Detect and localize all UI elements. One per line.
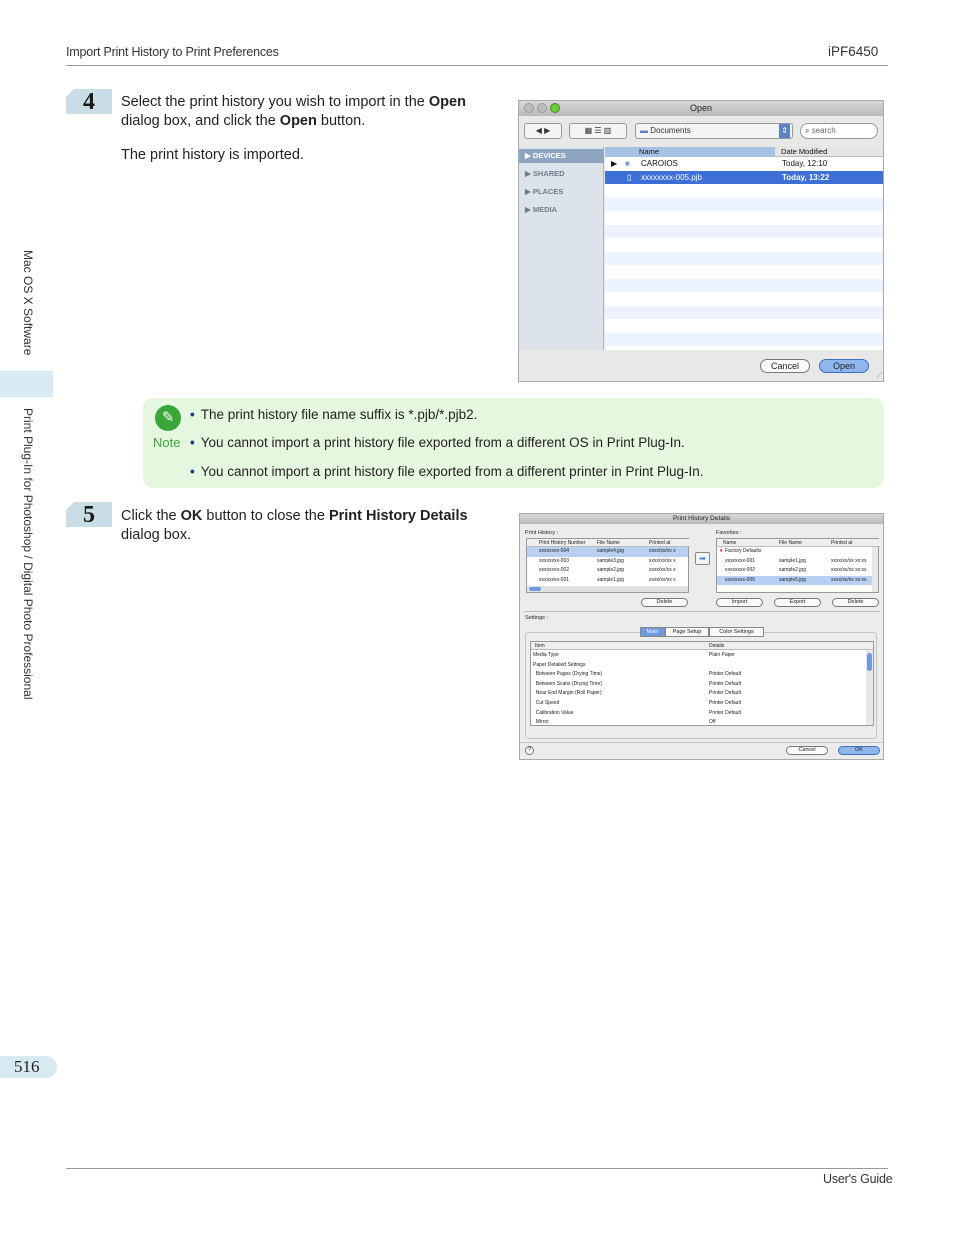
cell: Printer Default [709, 700, 741, 706]
settings-row [531, 670, 867, 680]
folder-icon: ▬ [640, 126, 648, 135]
cell: sample3.jpg [597, 557, 624, 564]
cell: sample4.jpg [597, 548, 624, 554]
side-chapter-label: Print Plug-In for Photoshop / Digital Photo Professional [21, 408, 35, 700]
history-table-header [527, 539, 690, 547]
favorites-row-selected[interactable] [717, 576, 872, 586]
step-number-5: 5 [66, 502, 112, 527]
sidebar-item-media[interactable]: ▶ MEDIA [525, 205, 558, 214]
divider [524, 611, 880, 612]
close-light-icon[interactable] [524, 103, 534, 113]
document-icon: ▯ [627, 172, 632, 182]
header-rule [66, 65, 888, 66]
step4-open-bold: Open [428, 94, 466, 110]
note-item [190, 464, 704, 479]
cell: xxxxxxxx-001 [725, 557, 756, 564]
export-button[interactable]: Export [774, 598, 821, 607]
settings-table [530, 641, 874, 726]
cell: Factory Defaults [725, 548, 762, 554]
open-button[interactable]: Open [819, 359, 869, 373]
cell: Off [709, 719, 716, 726]
bullet-icon: • [190, 435, 195, 450]
sidebar-item-devices[interactable]: ▶ DEVICES [519, 149, 604, 163]
cell: Cut Speed [533, 700, 560, 706]
tab-main[interactable]: Main [640, 627, 665, 637]
side-section-tab [0, 371, 53, 397]
step5-text-3: dialog box. [121, 527, 192, 543]
cell: xxxx/xx/xx x [649, 567, 676, 574]
sidebar-item-shared[interactable]: ▶ SHARED [525, 169, 565, 178]
delete-history-button[interactable]: Delete [641, 598, 688, 607]
step4-text-3: button. [316, 113, 366, 129]
file-list-header [605, 147, 884, 157]
column-name-header[interactable]: Name [605, 147, 775, 157]
print-history-details-screenshot [519, 513, 884, 760]
window-controls [524, 103, 563, 118]
step5-dialog-name-bold: Print History Details [328, 508, 468, 524]
note-item [190, 435, 685, 450]
search-field[interactable] [800, 123, 878, 139]
file-row-date: Today, 12:10 [782, 159, 828, 168]
star-icon: ★ [719, 548, 724, 554]
favorites-row[interactable] [717, 566, 872, 576]
cell: Printer Default [709, 709, 741, 716]
cell: sample2.jpg [597, 567, 624, 574]
open-dialog-screenshot [518, 100, 884, 382]
cell: xxxx/xx/xx xx:xx [831, 557, 867, 564]
cell: Between Scans (Drying Time) [533, 680, 602, 687]
open-dialog-titlebar [519, 101, 883, 116]
cell: sample1.jpg [779, 557, 806, 564]
open-dialog-sidebar [519, 147, 604, 350]
footer-rule [66, 1168, 888, 1169]
sidebar-item-label: MEDIA [532, 205, 558, 214]
cell: Between Pages (Drying Time) [533, 671, 603, 678]
settings-label: Settings : [525, 615, 548, 621]
cancel-button[interactable]: Cancel [786, 746, 828, 755]
folder-icon: ■ [625, 159, 630, 168]
step4-text-2: dialog box, and click the [121, 113, 280, 129]
favorites-label: Favorites : [716, 530, 742, 536]
settings-table-header [531, 642, 874, 650]
cell: xxxxxxxx-004 [539, 548, 570, 554]
cell: Calibration Value [533, 709, 574, 716]
step4-text-1: Select the print history you wish to import in the [121, 94, 429, 110]
file-row-selected[interactable] [605, 171, 884, 185]
back-forward-buttons[interactable]: ◀ ▶ [524, 123, 562, 139]
favorites-table-header [717, 539, 880, 547]
search-icon: ⌕ [805, 126, 810, 135]
location-popup[interactable] [635, 123, 793, 139]
file-row-name: xxxxxxxx-005.pjb [641, 172, 702, 182]
col-header[interactable]: Item [535, 643, 545, 649]
footer-guide-name: User's Guide [823, 1172, 893, 1186]
history-row[interactable] [527, 557, 688, 567]
history-row[interactable] [527, 547, 688, 557]
step-number-4: 4 [66, 89, 112, 114]
empty-row [605, 225, 884, 239]
step5-text-2: button to close the [202, 508, 329, 524]
cell: Printer Default [709, 690, 741, 697]
cell: xxxx/xx/xx xx:xx [831, 576, 867, 583]
add-to-favorites-arrow-icon[interactable]: ➡ [695, 552, 710, 565]
note-item [190, 407, 477, 422]
resize-grip-icon[interactable]: ⟋ [876, 371, 882, 380]
history-row[interactable] [527, 566, 688, 576]
tab-page-setup[interactable]: Page Setup [665, 627, 709, 637]
cell: xxxx/xx/xx x [649, 576, 676, 583]
cell: Media Type [533, 652, 559, 658]
empty-row [605, 252, 884, 266]
page-number: 516 [0, 1056, 57, 1078]
history-table [526, 538, 689, 593]
view-mode-buttons[interactable]: ▦ ☰ ▥ [569, 123, 627, 139]
step4-instruction [121, 93, 501, 131]
settings-row [531, 709, 867, 719]
popup-arrows-icon: ⇕ [779, 124, 790, 138]
cell: Printer Default [709, 680, 741, 687]
cell: Plain Paper [709, 652, 735, 658]
ok-button[interactable]: OK [838, 746, 880, 755]
minimize-light-icon[interactable] [537, 103, 547, 113]
col-header[interactable]: Printed at [831, 540, 853, 546]
pencil-note-icon: ✎ [155, 405, 181, 431]
history-scrollbar[interactable] [527, 586, 688, 592]
running-header-title: Import Print History to Print Preferences [66, 45, 279, 59]
step4-result: The print history is imported. [121, 147, 304, 163]
file-list [605, 147, 884, 350]
empty-row [605, 198, 884, 212]
help-icon[interactable]: ? [525, 746, 534, 755]
cell: xxxxxxxx-002 [539, 567, 570, 574]
settings-row [531, 680, 867, 690]
sidebar-item-label: PLACES [532, 187, 564, 196]
settings-row [531, 699, 867, 709]
disclosure-triangle-icon[interactable]: ▶ [611, 159, 618, 168]
model-name: iPF6450 [828, 44, 879, 59]
col-header[interactable]: File Name [779, 540, 802, 546]
sidebar-item-places[interactable]: ▶ PLACES [525, 187, 564, 196]
col-header[interactable]: Printed at [649, 540, 671, 546]
cell: Printer Default [709, 671, 741, 678]
side-section-label: Mac OS X Software [21, 250, 35, 356]
scroll-thumb[interactable] [867, 653, 872, 671]
note-label: Note [153, 435, 181, 450]
col-header[interactable]: Print History Number [539, 540, 586, 546]
file-row-date: Today, 13:22 [782, 172, 830, 182]
favorites-row[interactable] [717, 547, 872, 557]
open-dialog-title: Open [689, 103, 713, 113]
note-item-text: You cannot import a print history file exported from a different printer in Print Plug-In. [200, 464, 704, 479]
step5-text-1: Click the [121, 508, 181, 524]
settings-scrollbar[interactable] [866, 650, 873, 726]
settings-row [531, 718, 867, 726]
cell: sample1.jpg [597, 576, 624, 583]
file-row-name: CAROIOS [641, 159, 678, 168]
cell: sample2.jpg [779, 567, 806, 574]
step5-ok-bold: OK [180, 508, 203, 524]
cancel-button[interactable]: Cancel [760, 359, 810, 373]
sidebar-item-label: SHARED [532, 169, 565, 178]
settings-row [531, 689, 867, 699]
search-placeholder: search [811, 126, 836, 135]
step5-instruction [121, 507, 506, 545]
favorites-row[interactable] [717, 557, 872, 567]
col-header[interactable]: File Name [597, 540, 620, 546]
col-header[interactable]: Name [723, 540, 737, 546]
location-label: Documents [650, 126, 691, 135]
cell: xxxxxxxx-002 [725, 567, 756, 574]
delete-favorite-button[interactable]: Delete [832, 598, 879, 607]
empty-row [605, 306, 884, 320]
col-header[interactable]: Details [709, 643, 725, 649]
cell: xxxx/xx/xx xx:xx [831, 567, 867, 574]
import-button[interactable]: Import [716, 598, 763, 607]
cell: Near End Margin (Roll Paper) [533, 690, 602, 697]
column-date-header[interactable]: Date Modified [781, 147, 828, 156]
cell: xxxxxxxx-005 [725, 576, 756, 583]
settings-row [531, 651, 867, 661]
note-item-text: The print history file name suffix is *.pjb/*.pjb2. [200, 407, 478, 422]
empty-row [605, 279, 884, 293]
cell: Mirror [533, 719, 549, 726]
bullet-icon: • [190, 464, 195, 479]
file-row[interactable] [605, 157, 884, 171]
bullet-icon: • [190, 407, 195, 422]
history-label: Print History : [525, 530, 559, 536]
favorites-table [716, 538, 879, 593]
favorites-scrollbar[interactable] [872, 547, 878, 592]
cell: xxxx/xx/xx x [649, 557, 676, 564]
settings-row [531, 661, 867, 671]
empty-row [605, 333, 884, 347]
scroll-thumb[interactable] [529, 587, 541, 591]
history-row[interactable] [527, 576, 688, 586]
cell: sample5.jpg [779, 576, 806, 583]
phd-titlebar: Print History Details [520, 514, 883, 524]
divider [520, 742, 884, 743]
cell: Paper Detailed Settings [533, 661, 586, 668]
note-item-text: You cannot import a print history file exported from a different OS in Print Plug-In. [200, 435, 685, 450]
step4-open-button-bold: Open [279, 113, 317, 129]
cell: xxxx/xx/xx x [649, 548, 676, 554]
zoom-light-icon[interactable] [550, 103, 560, 113]
tab-color-settings[interactable]: Color Settings [709, 627, 764, 637]
cell: xxxxxxxx-001 [539, 576, 570, 583]
cell: xxxxxxxx-003 [539, 557, 570, 564]
sidebar-item-label: DEVICES [532, 151, 566, 160]
